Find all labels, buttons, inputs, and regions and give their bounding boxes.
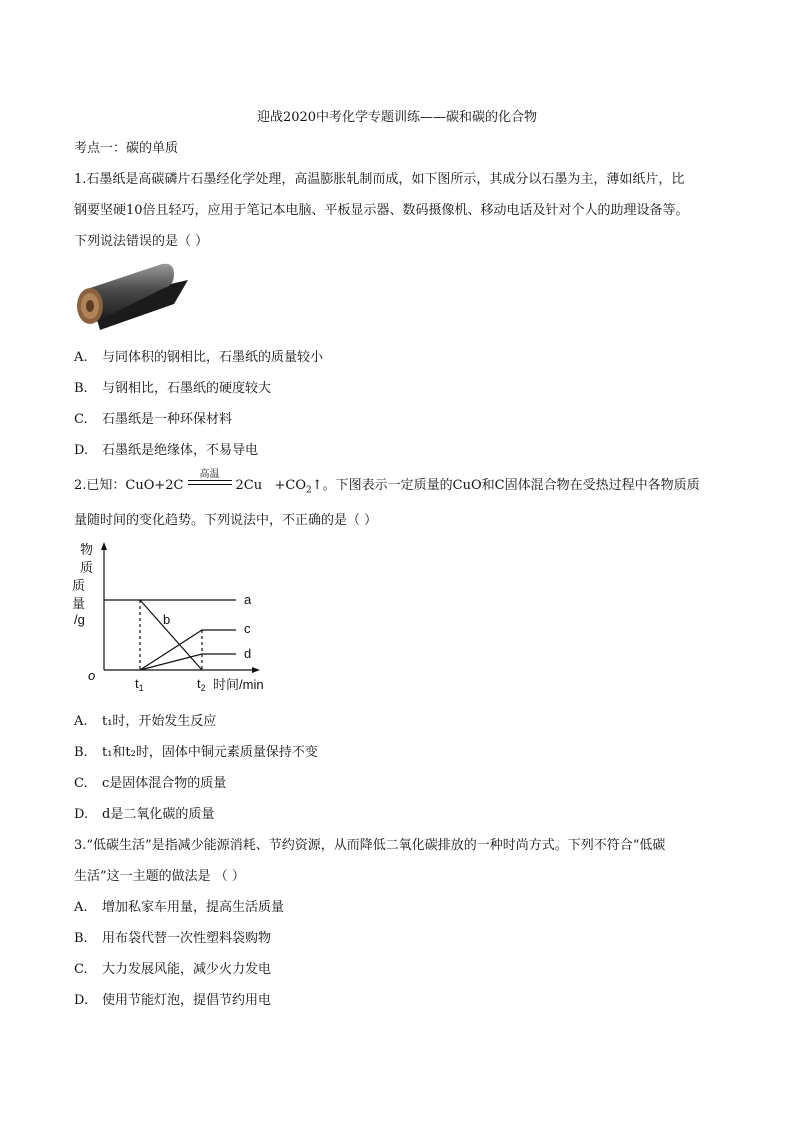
q3-option-b[interactable]: B. 用布袋代替一次性塑料袋购物 [74, 931, 272, 946]
q3-text-line2: 生活”这一主题的做法是 （ ） [74, 869, 245, 884]
y-axis-label-5: /g [74, 612, 85, 627]
curve-b [140, 600, 202, 670]
q3-option-a[interactable]: A. 增加私家车用量，提高生活质量 [74, 900, 285, 915]
mass-time-graph [70, 538, 290, 698]
q1-text-line2: 钢要坚硬10倍且轻巧，应用于笔记本电脑、平板显示器、数码摄像机、移动电话及针对个人的助理设备等。 [74, 203, 689, 218]
curve-d [140, 654, 236, 670]
graphite-paper-roll-image [70, 258, 190, 334]
y-axis-label-4: 量 [72, 596, 86, 611]
q1-text-line3: 下列说法错误的是（ ） [74, 234, 209, 249]
curve-label-c: c [244, 621, 251, 636]
section-heading: 考点一：碳的单质 [74, 141, 179, 156]
document-title: 迎战2020中考化学专题训练——碳和碳的化合物 [256, 110, 538, 125]
q2-option-a[interactable]: A. t₁时，开始发生反应 [74, 714, 217, 729]
curve-label-a: a [244, 592, 252, 607]
q1-option-d[interactable]: D. 石墨纸是绝缘体，不易导电 [74, 443, 259, 458]
t1-label: $t_1$ [135, 676, 144, 693]
curve-c [140, 630, 236, 670]
q2-option-c[interactable]: C. c是固体混合物的质量 [74, 776, 227, 791]
q3-option-c[interactable]: C. 大力发展风能，减少火力发电 [74, 962, 272, 977]
curve-label-b: b [163, 612, 171, 627]
t2-label: $t_2$ [197, 676, 206, 693]
q3-text-line1: 3.“低碳生活”是指减少能源消耗、节约资源，从而降低二氧化碳排放的一种时尚方式。下列不符合“低碳 [74, 838, 666, 853]
q2-option-b[interactable]: B. t₁和t₂时，固体中铜元素质量保持不变 [74, 745, 318, 760]
y-axis-label-1: 物 [80, 542, 94, 557]
x-axis-label: 时间/min [213, 677, 264, 692]
q2-text-line1: 2.已知：CuO+2C 高温 2Cu $+CO_2↑$。下图表示一定质量的CuO和C固体混合物在受热过程中各物质质 [74, 469, 700, 496]
q1-option-c[interactable]: C. 石墨纸是一种环保材料 [74, 412, 233, 427]
reaction-condition: 高温 [184, 478, 236, 493]
q1-option-b[interactable]: B. 与钢相比，石墨纸的硬度较大 [74, 381, 272, 396]
q1-option-a[interactable]: A. 与同体积的钢相比，石墨纸的质量较小 [74, 350, 324, 365]
curve-label-d: d [244, 646, 252, 661]
q2-text-line2: 量随时间的变化趋势。下列说法中，不正确的是（ ） [74, 513, 378, 528]
y-axis-label-2: 质 [80, 560, 94, 575]
q1-text-line1: 1.石墨纸是高碳磷片石墨经化学处理，高温膨胀轧制而成，如下图所示，其成分以石墨为主，薄如纸片，比 [74, 172, 685, 187]
origin-label: o [88, 668, 96, 683]
q3-option-d[interactable]: D. 使用节能灯泡，提倡节约用电 [74, 993, 272, 1008]
y-axis-label-3: 质 [72, 578, 86, 593]
q2-option-d[interactable]: D. d是二氧化碳的质量 [74, 807, 215, 822]
